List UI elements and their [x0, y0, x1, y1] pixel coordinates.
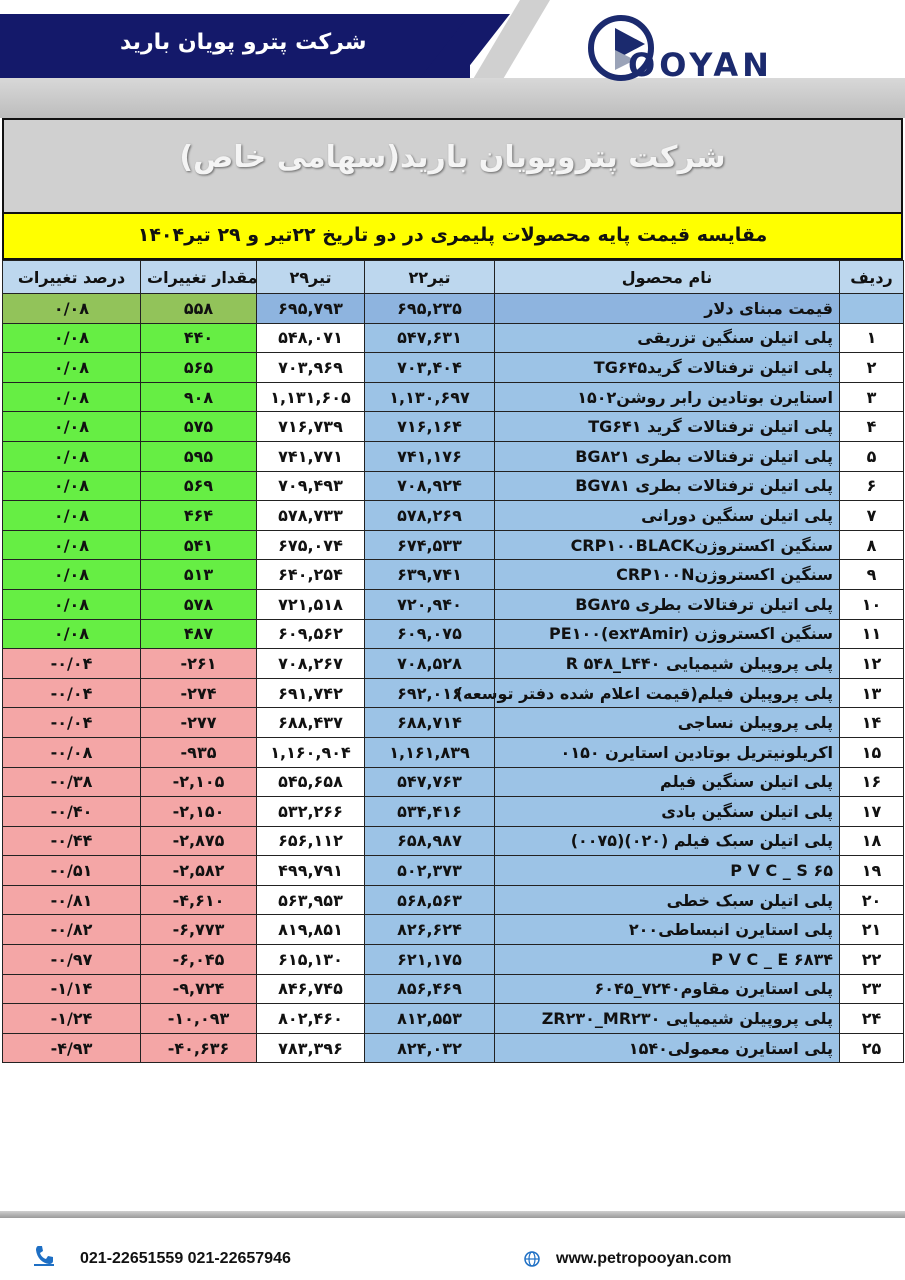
cell-row: ۲۰ [840, 885, 904, 915]
cell-percent: -۱/۲۴ [3, 1004, 141, 1034]
cell-amount: ۹۰۸ [141, 382, 257, 412]
cell-p22: ۶۷۴,۵۳۳ [365, 530, 495, 560]
cell-amount: -۹,۷۲۴ [141, 974, 257, 1004]
cell-row: ۸ [840, 530, 904, 560]
table-row [3, 560, 904, 590]
cell-p22: ۸۵۶,۴۶۹ [365, 974, 495, 1004]
cell-p22: ۸۲۶,۶۲۴ [365, 915, 495, 945]
cell-p22: ۵۶۸,۵۶۳ [365, 885, 495, 915]
cell-p22: ۵۳۴,۴۱۶ [365, 797, 495, 827]
cell-p29: ۶۴۰,۲۵۴ [257, 560, 365, 590]
table-row [3, 649, 904, 679]
logo-text: OOYAN [628, 46, 773, 84]
cell-row: ۲۵ [840, 1033, 904, 1063]
cell-p29: ۵۷۸,۷۳۳ [257, 501, 365, 531]
cell-row: ۵ [840, 441, 904, 471]
cell-p22: ۶۹۲,۰۱۶ [365, 678, 495, 708]
cell-name: پلی پروپیلن فیلم(قیمت اعلام شده دفتر توسعه) [495, 678, 840, 708]
table-body [3, 294, 904, 1063]
table-row [3, 1033, 904, 1063]
cell-p29: ۷۸۳,۳۹۶ [257, 1033, 365, 1063]
header-company-name: شرکت پترو پویان بارید [120, 30, 367, 55]
table-row [3, 441, 904, 471]
footer-website[interactable]: www.petropooyan.com [556, 1250, 732, 1267]
cell-name: اکریلونیتریل بوتادین استایرن ۰۱۵۰ [495, 737, 840, 767]
cell-name: پلی اتیلن سنگین بادی [495, 797, 840, 827]
cell-row: ۱۷ [840, 797, 904, 827]
table-row [3, 678, 904, 708]
cell-row: ۲ [840, 353, 904, 383]
cell-p22: ۷۱۶,۱۶۴ [365, 412, 495, 442]
header-p22: ۲۲تیر [365, 261, 495, 294]
cell-p22: ۷۰۸,۵۲۸ [365, 649, 495, 679]
cell-row: ۲۲ [840, 945, 904, 975]
cell-percent: ۰/۰۸ [3, 382, 141, 412]
cell-amount: -۲۶۱ [141, 649, 257, 679]
cell-percent: -۰/۳۸ [3, 767, 141, 797]
cell-percent: ۰/۰۸ [3, 353, 141, 383]
price-table [2, 260, 904, 1063]
footer-phones: 021-22651559 021-22657946 [80, 1250, 291, 1267]
cell-p29: ۶۰۹,۵۶۲ [257, 619, 365, 649]
table-header-row [3, 261, 904, 294]
cell-percent: -۰/۴۰ [3, 797, 141, 827]
cell-name: سنگین اکستروژن (PE۱۰۰(ex۳Amir [495, 619, 840, 649]
cell-name: پلی پروپیلن شیمیایی ZR۲۳۰_MR۲۳۰ [495, 1004, 840, 1034]
cell-row: ۱۶ [840, 767, 904, 797]
cell-p22: ۵۷۸,۲۶۹ [365, 501, 495, 531]
table-row [3, 501, 904, 531]
cell-percent: -۰/۸۱ [3, 885, 141, 915]
table-row [3, 708, 904, 738]
table-row [3, 353, 904, 383]
cell-row: ۱۵ [840, 737, 904, 767]
cell-name: پلی استایرن انبساطی۲۰۰ [495, 915, 840, 945]
cell-name: پلی اتیلن ترفتالات گریدTG۶۴۵ [495, 353, 840, 383]
cell-amount: -۹۳۵ [141, 737, 257, 767]
cell-amount: ۵۵۸ [141, 294, 257, 324]
cell-p29: ۷۰۳,۹۶۹ [257, 353, 365, 383]
cell-p29: ۷۰۸,۲۶۷ [257, 649, 365, 679]
cell-row: ۱۸ [840, 826, 904, 856]
cell-p29: ۶۷۵,۰۷۴ [257, 530, 365, 560]
cell-percent: -۰/۸۲ [3, 915, 141, 945]
table-row [3, 856, 904, 886]
cell-percent: ۰/۰۸ [3, 619, 141, 649]
cell-p29: ۶۹۱,۷۴۲ [257, 678, 365, 708]
cell-name: پلی اتیلن ترفتالات گرید TG۶۴۱ [495, 412, 840, 442]
cell-amount: -۶,۰۴۵ [141, 945, 257, 975]
table-row [3, 797, 904, 827]
cell-amount: ۴۸۷ [141, 619, 257, 649]
table-row [3, 915, 904, 945]
cell-percent: -۴/۹۳ [3, 1033, 141, 1063]
table-row [3, 945, 904, 975]
cell-p22: ۶۲۱,۱۷۵ [365, 945, 495, 975]
cell-amount: -۱۰,۰۹۳ [141, 1004, 257, 1034]
table-row [3, 1004, 904, 1034]
cell-name: پلی اتیلن ترفتالات بطری BG۷۸۱ [495, 471, 840, 501]
header-row: ردیف [840, 261, 904, 294]
cell-percent: ۰/۰۸ [3, 471, 141, 501]
cell-row: ۲۴ [840, 1004, 904, 1034]
cell-p22: ۵۴۷,۶۳۱ [365, 323, 495, 353]
page-subtitle: مقایسه قیمت پایه محصولات پلیمری در دو تاریخ ۲۲تیر و ۲۹ تیر۱۴۰۴ [137, 224, 768, 246]
subtitle-box [2, 212, 903, 260]
cell-p29: ۵۴۵,۶۵۸ [257, 767, 365, 797]
cell-p29: ۶۸۸,۴۳۷ [257, 708, 365, 738]
cell-p22: ۸۲۴,۰۳۲ [365, 1033, 495, 1063]
cell-row: ۹ [840, 560, 904, 590]
page-header [0, 0, 905, 118]
cell-amount: ۵۴۱ [141, 530, 257, 560]
cell-p22: ۷۰۳,۴۰۴ [365, 353, 495, 383]
cell-p29: ۵۴۸,۰۷۱ [257, 323, 365, 353]
cell-amount: -۲۷۴ [141, 678, 257, 708]
cell-name: پلی اتیلن سبک فیلم (۰۲۰)(۰۰۷۵) [495, 826, 840, 856]
cell-p22: ۸۱۲,۵۵۳ [365, 1004, 495, 1034]
table-row [3, 885, 904, 915]
cell-row: ۱ [840, 323, 904, 353]
cell-p29: ۴۹۹,۷۹۱ [257, 856, 365, 886]
table-row [3, 412, 904, 442]
table-row [3, 737, 904, 767]
cell-row: ۱۱ [840, 619, 904, 649]
cell-amount: -۴۰,۶۳۶ [141, 1033, 257, 1063]
cell-p22: ۱,۱۳۰,۶۹۷ [365, 382, 495, 412]
table-row [3, 589, 904, 619]
cell-percent: ۰/۰۸ [3, 560, 141, 590]
cell-name: پلی استایرن مقاوم۷۲۴۰_۶۰۴۵ [495, 974, 840, 1004]
cell-amount: -۲,۱۰۵ [141, 767, 257, 797]
cell-amount: ۵۶۵ [141, 353, 257, 383]
cell-amount: ۵۱۳ [141, 560, 257, 590]
cell-amount: -۲۷۷ [141, 708, 257, 738]
cell-percent: ۰/۰۸ [3, 441, 141, 471]
cell-amount: -۴,۶۱۰ [141, 885, 257, 915]
cell-row: ۴ [840, 412, 904, 442]
cell-row: ۶ [840, 471, 904, 501]
cell-p29: ۶۹۵,۷۹۳ [257, 294, 365, 324]
cell-percent: -۰/۴۴ [3, 826, 141, 856]
cell-p22: ۶۵۸,۹۸۷ [365, 826, 495, 856]
cell-row: ۱۰ [840, 589, 904, 619]
header-p29: ۲۹تیر [257, 261, 365, 294]
phone-icon [34, 1244, 54, 1266]
cell-name: پلی پروپیلن نساجی [495, 708, 840, 738]
cell-p29: ۸۱۹,۸۵۱ [257, 915, 365, 945]
table-row [3, 826, 904, 856]
cell-amount: -۲,۵۸۲ [141, 856, 257, 886]
cell-p22: ۶۹۵,۲۳۵ [365, 294, 495, 324]
cell-name: P V C _ S ۶۵ [495, 856, 840, 886]
cell-percent: -۰/۰۴ [3, 708, 141, 738]
cell-name: سنگین اکستروژنCRP۱۰۰BLACK [495, 530, 840, 560]
cell-amount: ۵۹۵ [141, 441, 257, 471]
header-name: نام محصول [495, 261, 840, 294]
cell-percent: ۰/۰۸ [3, 323, 141, 353]
cell-amount: -۲,۸۷۵ [141, 826, 257, 856]
globe-icon [524, 1251, 540, 1267]
cell-percent: ۰/۰۸ [3, 294, 141, 324]
cell-p22: ۶۳۹,۷۴۱ [365, 560, 495, 590]
cell-amount: ۵۷۵ [141, 412, 257, 442]
cell-percent: -۰/۰۴ [3, 649, 141, 679]
cell-p22: ۶۰۹,۰۷۵ [365, 619, 495, 649]
table-row [3, 323, 904, 353]
table-row [3, 294, 904, 324]
cell-p29: ۶۵۶,۱۱۲ [257, 826, 365, 856]
cell-row: ۱۹ [840, 856, 904, 886]
cell-amount: ۴۶۴ [141, 501, 257, 531]
cell-percent: ۰/۰۸ [3, 412, 141, 442]
cell-p22: ۷۰۸,۹۲۴ [365, 471, 495, 501]
cell-percent: -۰/۰۸ [3, 737, 141, 767]
cell-row: ۱۲ [840, 649, 904, 679]
cell-p22: ۷۲۰,۹۴۰ [365, 589, 495, 619]
cell-amount: -۶,۷۷۳ [141, 915, 257, 945]
table-row [3, 530, 904, 560]
cell-row: ۳ [840, 382, 904, 412]
cell-percent: -۱/۱۴ [3, 974, 141, 1004]
cell-name: پلی اتیلن سنگین فیلم [495, 767, 840, 797]
cell-p22: ۱,۱۶۱,۸۳۹ [365, 737, 495, 767]
table-row [3, 619, 904, 649]
table-row [3, 382, 904, 412]
cell-name: پلی اتیلن سبک خطی [495, 885, 840, 915]
cell-amount: ۴۴۰ [141, 323, 257, 353]
cell-name: پلی اتیلن سنگین تزریقی [495, 323, 840, 353]
footer-divider [0, 1211, 905, 1218]
cell-name: پلی پروپیلن شیمیایی R ۵۴۸_L۴۴۰ [495, 649, 840, 679]
cell-p22: ۶۸۸,۷۱۴ [365, 708, 495, 738]
cell-p29: ۱,۱۳۱,۶۰۵ [257, 382, 365, 412]
cell-amount: ۵۷۸ [141, 589, 257, 619]
cell-name: پلی اتیلن سنگین دورانی [495, 501, 840, 531]
page-title: شرکت پتروپویان بارید(سهامی خاص) [179, 140, 726, 175]
cell-row: ۲۱ [840, 915, 904, 945]
table-row [3, 471, 904, 501]
cell-name: استایرن بوتادین رابر روشن۱۵۰۲ [495, 382, 840, 412]
cell-p29: ۶۱۵,۱۳۰ [257, 945, 365, 975]
cell-row: ۷ [840, 501, 904, 531]
cell-p29: ۱,۱۶۰,۹۰۴ [257, 737, 365, 767]
cell-percent: -۰/۵۱ [3, 856, 141, 886]
cell-p29: ۷۲۱,۵۱۸ [257, 589, 365, 619]
cell-p22: ۵۴۷,۷۶۳ [365, 767, 495, 797]
cell-row: ۱۳ [840, 678, 904, 708]
cell-p29: ۵۳۲,۲۶۶ [257, 797, 365, 827]
header-amount: مقدار تغییرات [141, 261, 257, 294]
header-percent: درصد تغییرات [3, 261, 141, 294]
cell-row [840, 294, 904, 324]
cell-percent: ۰/۰۸ [3, 530, 141, 560]
cell-name: پلی اتیلن ترفتالات بطری BG۸۲۱ [495, 441, 840, 471]
cell-name: P V C _ E ۶۸۳۴ [495, 945, 840, 975]
cell-percent: -۰/۰۴ [3, 678, 141, 708]
cell-name: پلی استایرن معمولی۱۵۴۰ [495, 1033, 840, 1063]
cell-p29: ۵۶۳,۹۵۳ [257, 885, 365, 915]
cell-name: پلی اتیلن ترفتالات بطری BG۸۲۵ [495, 589, 840, 619]
cell-name: سنگین اکستروژنCRP۱۰۰N [495, 560, 840, 590]
cell-row: ۲۳ [840, 974, 904, 1004]
cell-p29: ۸۴۶,۷۴۵ [257, 974, 365, 1004]
cell-amount: ۵۶۹ [141, 471, 257, 501]
cell-p29: ۷۰۹,۴۹۳ [257, 471, 365, 501]
cell-row: ۱۴ [840, 708, 904, 738]
cell-p22: ۷۴۱,۱۷۶ [365, 441, 495, 471]
cell-p29: ۷۱۶,۷۳۹ [257, 412, 365, 442]
title-box [2, 118, 903, 212]
cell-percent: ۰/۰۸ [3, 589, 141, 619]
cell-amount: -۲,۱۵۰ [141, 797, 257, 827]
cell-p22: ۵۰۲,۳۷۳ [365, 856, 495, 886]
cell-p29: ۸۰۲,۴۶۰ [257, 1004, 365, 1034]
table-row [3, 974, 904, 1004]
cell-percent: ۰/۰۸ [3, 501, 141, 531]
cell-percent: -۰/۹۷ [3, 945, 141, 975]
table-row [3, 767, 904, 797]
cell-p29: ۷۴۱,۷۷۱ [257, 441, 365, 471]
cell-name: قیمت مبنای دلار [495, 294, 840, 324]
